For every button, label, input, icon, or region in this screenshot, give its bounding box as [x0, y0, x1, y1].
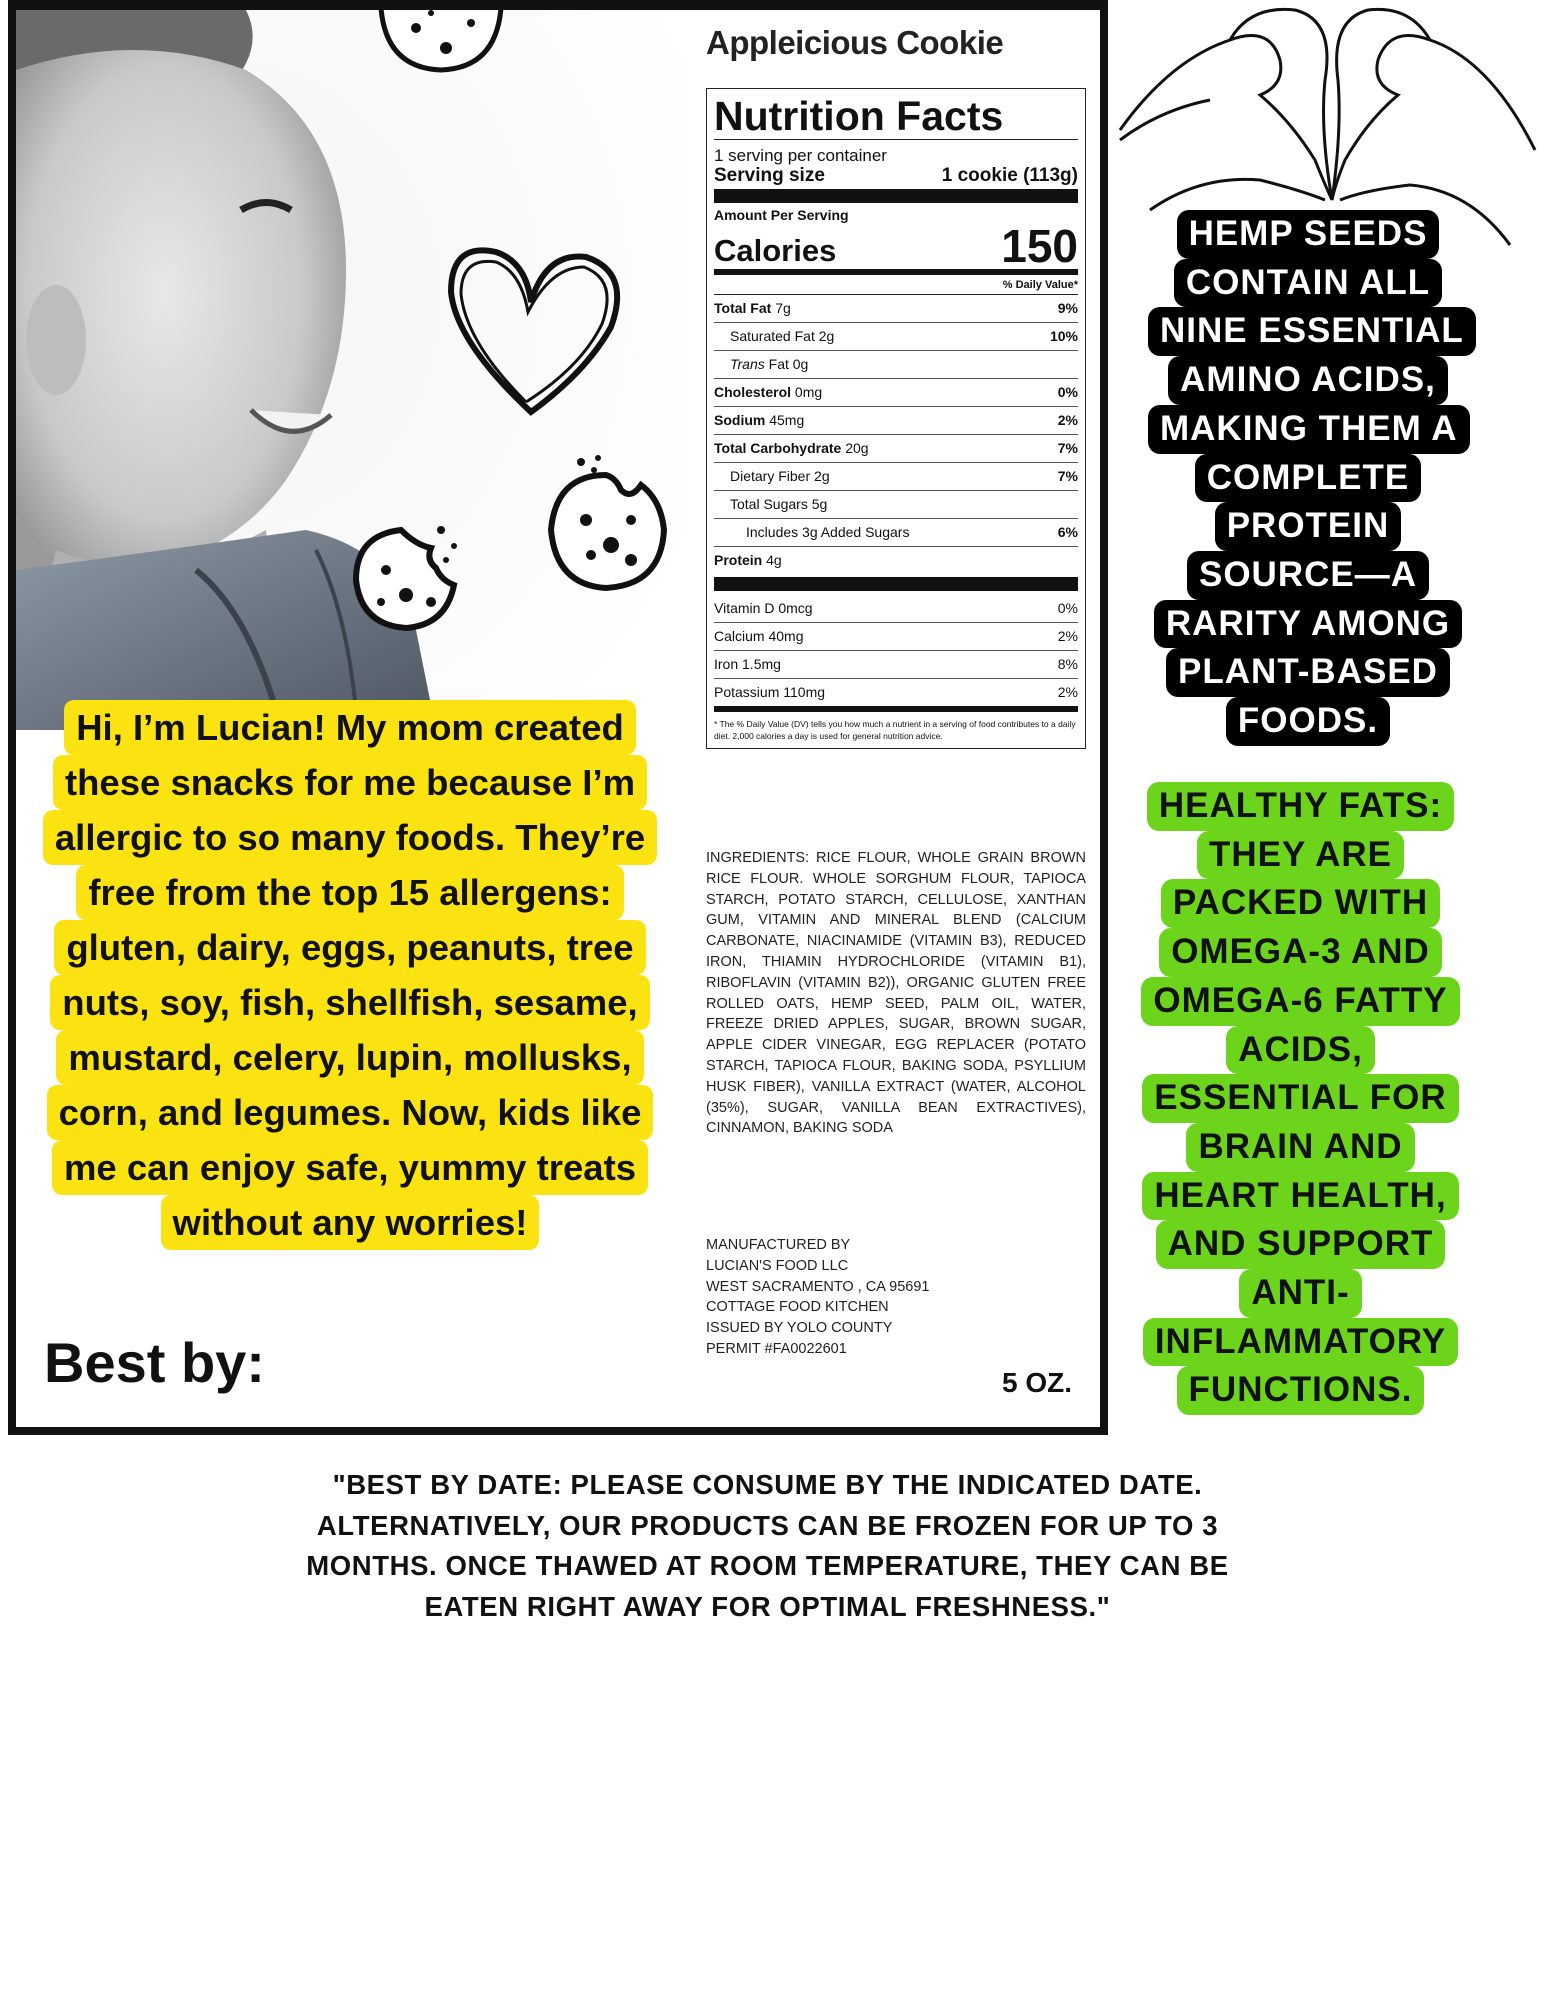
callout-line: COMPLETE: [1195, 454, 1421, 503]
callout-line: BRAIN AND: [1186, 1123, 1414, 1172]
note-line: "BEST BY DATE: PLEASE CONSUME BY THE INDICATED DATE.: [332, 1469, 1203, 1500]
calories-label: Calories: [714, 233, 837, 268]
daily-value-footnote: * The % Daily Value (DV) tells you how much a nutrient in a serving of food contributes to a daily diet. 2,000 calories a day is used for general nutrition advice.: [714, 719, 1076, 741]
nutrient-row: Total Sugars 5g: [714, 491, 1078, 519]
calories-row: [714, 220, 1078, 275]
nutrient-row: Total Carbohydrate 20g 7%: [714, 435, 1078, 463]
nutrient-row: Trans Fat 0g: [714, 351, 1078, 379]
manufacturer-line: LUCIAN'S FOOD LLC: [706, 1257, 849, 1274]
nutrient-row: Total Fat 7g 9%: [714, 295, 1078, 323]
callout-line: HEMP SEEDS: [1177, 210, 1440, 259]
nutrient-row: Dietary Fiber 2g 7%: [714, 463, 1078, 491]
message-line: corn, and legumes. Now, kids like: [47, 1085, 654, 1140]
vitamin-row: Calcium 40mg 2%: [714, 623, 1078, 651]
note-line: MONTHS. ONCE THAWED AT ROOM TEMPERATURE, THEY CAN BE: [306, 1550, 1229, 1582]
lucian-message: [16, 700, 684, 1250]
callout-line: ESSENTIAL FOR: [1142, 1074, 1458, 1123]
ingredients-list: INGREDIENTS: RICE FLOUR, WHOLE GRAIN BROWN RICE FLOUR. WHOLE SORGHUM FLOUR, TAPIOCA STARCH, POTATO STARCH, CELLULOSE, XANTHAN GUM, VITAMIN AND MINERAL BLEND (CALCIUM CARBONATE, NIACINAMIDE (VITAMIN B3), REDUCED IRON, THIAMIN HYDROCHLORIDE (VITAMIN B1), RIBOFLAVIN (VITAMIN B2)), ORGANIC GLUTEN FREE ROLLED OATS, HEMP SEED, PALM OIL, WATER, FREEZE DRIED APPLES, SUGAR, BROWN SUGAR, APPLE CIDER VINEGAR, EGG REPLACER (POTATO STARCH, TAPIOCA FLOUR, BAKING SODA, PSYLLIUM HUSK FIBER), VANILLA EXTRACT (WATER, ALCOHOL (35%), SUGAR, VANILLA BEAN EXTRACTIVES), CINNAMON, BAKING SODA: [706, 850, 1086, 1137]
product-name: Appleicious Cookie: [706, 24, 1004, 61]
serving-size-label: Serving size: [714, 165, 825, 186]
nutrition-facts-panel: [706, 88, 1086, 749]
manufacturer-line: COTTAGE FOOD KITCHEN: [706, 1299, 889, 1316]
nutrition-facts-title: Nutrition Facts: [714, 95, 1078, 140]
nutrient-row: Protein 4g: [714, 552, 782, 568]
cookie-doodle-middle-icon: [536, 450, 676, 600]
note-line: ALTERNATIVELY, OUR PRODUCTS CAN BE FROZEN FOR UP TO 3: [316, 1509, 1219, 1541]
hemp-fact-callout: [1148, 210, 1468, 746]
callout-line: SOURCE—A: [1187, 551, 1429, 600]
message-line: allergic to so many foods. They’re: [43, 810, 657, 865]
callout-line: OMEGA-6 FATTY: [1141, 977, 1459, 1026]
amount-per-serving: Amount Per Serving: [714, 207, 849, 223]
callout-line: FUNCTIONS.: [1177, 1366, 1425, 1415]
callout-line: PACKED WITH: [1161, 879, 1440, 928]
callout-line: AND SUPPORT: [1156, 1220, 1446, 1269]
net-weight: 5 OZ.: [1002, 1367, 1073, 1398]
callout-line: OMEGA-3 AND: [1159, 928, 1442, 977]
callout-line: ACIDS,: [1226, 1026, 1375, 1075]
vitamin-row: Iron 1.5mg 8%: [714, 651, 1078, 679]
serving-size: [714, 165, 1078, 186]
callout-line: INFLAMMATORY: [1143, 1318, 1458, 1367]
message-line: without any worries!: [161, 1195, 540, 1250]
message-line: gluten, dairy, eggs, peanuts, tree: [54, 920, 645, 975]
message-line: me can enjoy safe, yummy treats: [52, 1140, 648, 1195]
vitamin-row: Potassium 110mg 2%: [714, 679, 1078, 712]
storage-note: [300, 1465, 1235, 1627]
product-label: [8, 0, 1108, 1435]
message-line: these snacks for me because I’m: [53, 755, 647, 810]
callout-line: AMINO ACIDS,: [1168, 356, 1448, 405]
callout-line: PROTEIN: [1215, 502, 1402, 551]
manufacturer-line: WEST SACRAMENTO , CA 95691: [706, 1278, 930, 1295]
manufacturer-info: [706, 1235, 929, 1360]
callout-line: FOODS.: [1226, 697, 1390, 746]
cookie-doodle-left-icon: [346, 510, 466, 640]
cookie-doodle-top-icon: [376, 0, 506, 78]
callout-line: HEART HEALTH,: [1142, 1172, 1458, 1221]
serving-size-value: 1 cookie (113g): [941, 165, 1078, 186]
healthy-fats-callout: [1128, 782, 1473, 1415]
calories-value: 150: [1001, 220, 1078, 272]
servings-per-container: 1 serving per container: [714, 146, 887, 165]
message-line: free from the top 15 allergens:: [76, 865, 623, 920]
manufacturer-line: ISSUED BY YOLO COUNTY: [706, 1320, 893, 1337]
best-by-label: Best by:: [44, 1331, 265, 1394]
message-line: nuts, soy, fish, shellfish, sesame,: [50, 975, 649, 1030]
daily-value-header: % Daily Value*: [714, 275, 1078, 295]
message-line: mustard, celery, lupin, mollusks,: [56, 1030, 643, 1085]
callout-line: ANTI-: [1239, 1269, 1361, 1318]
note-line: EATEN RIGHT AWAY FOR OPTIMAL FRESHNESS.": [424, 1590, 1111, 1622]
callout-line: CONTAIN ALL: [1174, 259, 1442, 308]
vitamin-row: Vitamin D 0mcg 0%: [714, 595, 1078, 623]
callout-line: MAKING THEM A: [1148, 405, 1470, 454]
manufacturer-line: MANUFACTURED BY: [706, 1237, 851, 1253]
callout-line: RARITY AMONG: [1154, 600, 1462, 649]
callout-line: THEY ARE: [1197, 831, 1404, 880]
callout-line: HEALTHY FATS:: [1147, 782, 1454, 831]
callout-line: PLANT-BASED: [1166, 648, 1450, 697]
callout-line: NINE ESSENTIAL: [1148, 307, 1476, 356]
nutrient-row: Cholesterol 0mg 0%: [714, 379, 1078, 407]
divider-thick: [714, 189, 1078, 203]
nutrient-row: Includes 3g Added Sugars 6%: [714, 519, 1078, 547]
nutrient-row: Saturated Fat 2g 10%: [714, 323, 1078, 351]
message-line: Hi, I’m Lucian! My mom created: [64, 700, 636, 755]
nutrient-row: Sodium 45mg 2%: [714, 407, 1078, 435]
divider-thick: [714, 577, 1078, 591]
manufacturer-line: PERMIT #FA0022601: [706, 1340, 847, 1357]
heart-doodle-icon: [436, 232, 636, 422]
